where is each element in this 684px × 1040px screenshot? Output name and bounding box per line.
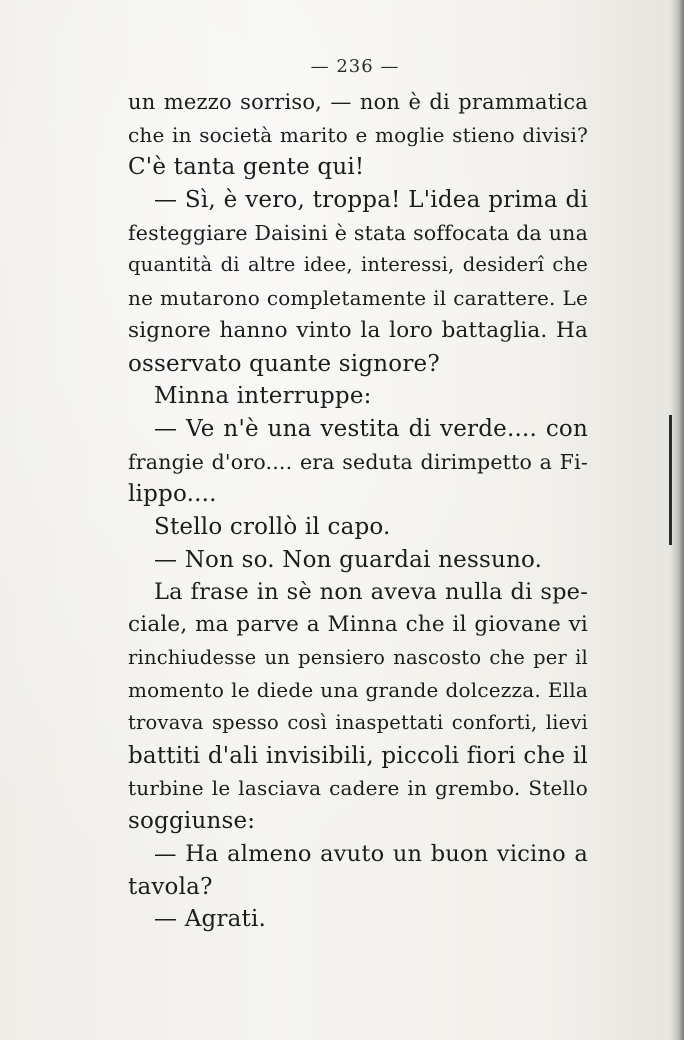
text-line: ne mutarono completamente il carattere. Le <box>128 286 588 311</box>
text-line: soggiunse: <box>128 808 256 835</box>
text-line: quantità di altre idee, interessi, desiderî che <box>128 253 588 277</box>
text-line: — Ha almeno avuto un buon vicino a <box>154 840 588 867</box>
text-line: momento le diede una grande dolcezza. Ella <box>128 678 588 703</box>
text-line: festeggiare Daisini è stata soffocata da una <box>128 220 588 245</box>
page-number: — 236 — <box>310 56 400 77</box>
text-line: C'è tanta gente qui! <box>128 154 365 181</box>
text-line: osservato quante signore? <box>128 350 440 377</box>
text-line: — Ve n'è una vestita di verde.... con <box>154 415 588 442</box>
text-line: lippo.... <box>128 481 217 508</box>
text-line: trovava spesso così inaspettati conforti, lievi <box>128 711 588 735</box>
text-line: turbine le lasciava cadere in grembo. Stello <box>128 776 588 801</box>
text-line: un mezzo sorriso, — non è di prammatica <box>128 90 588 114</box>
page-edge-shadow <box>670 0 684 1040</box>
text-line: signore hanno vinto la loro battaglia. Ha <box>128 317 588 343</box>
page-edge-mark <box>669 415 672 545</box>
text-line: Stello crollò il capo. <box>154 513 391 540</box>
text-line: tavola? <box>128 873 213 900</box>
text-line: — Non so. Non guardai nessuno. <box>154 546 543 573</box>
text-line: ciale, ma parve a Minna che il giovane vi <box>128 612 588 637</box>
text-line: — Agrati. <box>154 906 267 933</box>
text-line: Minna interruppe: <box>154 383 372 410</box>
text-line: frangie d'oro.... era seduta dirimpetto a Fi- <box>128 449 588 474</box>
text-line: che in società marito e moglie stieno divisi? <box>128 122 588 147</box>
body-text <box>128 86 588 936</box>
text-line: La frase in sè non aveva nulla di spe- <box>154 579 588 606</box>
text-line: battiti d'ali invisibili, piccoli fiori che il <box>128 742 588 769</box>
text-line: rinchiudesse un pensiero nascosto che per il <box>128 645 588 669</box>
text-line: — Sì, è vero, troppa! L'idea prima di <box>154 187 588 214</box>
